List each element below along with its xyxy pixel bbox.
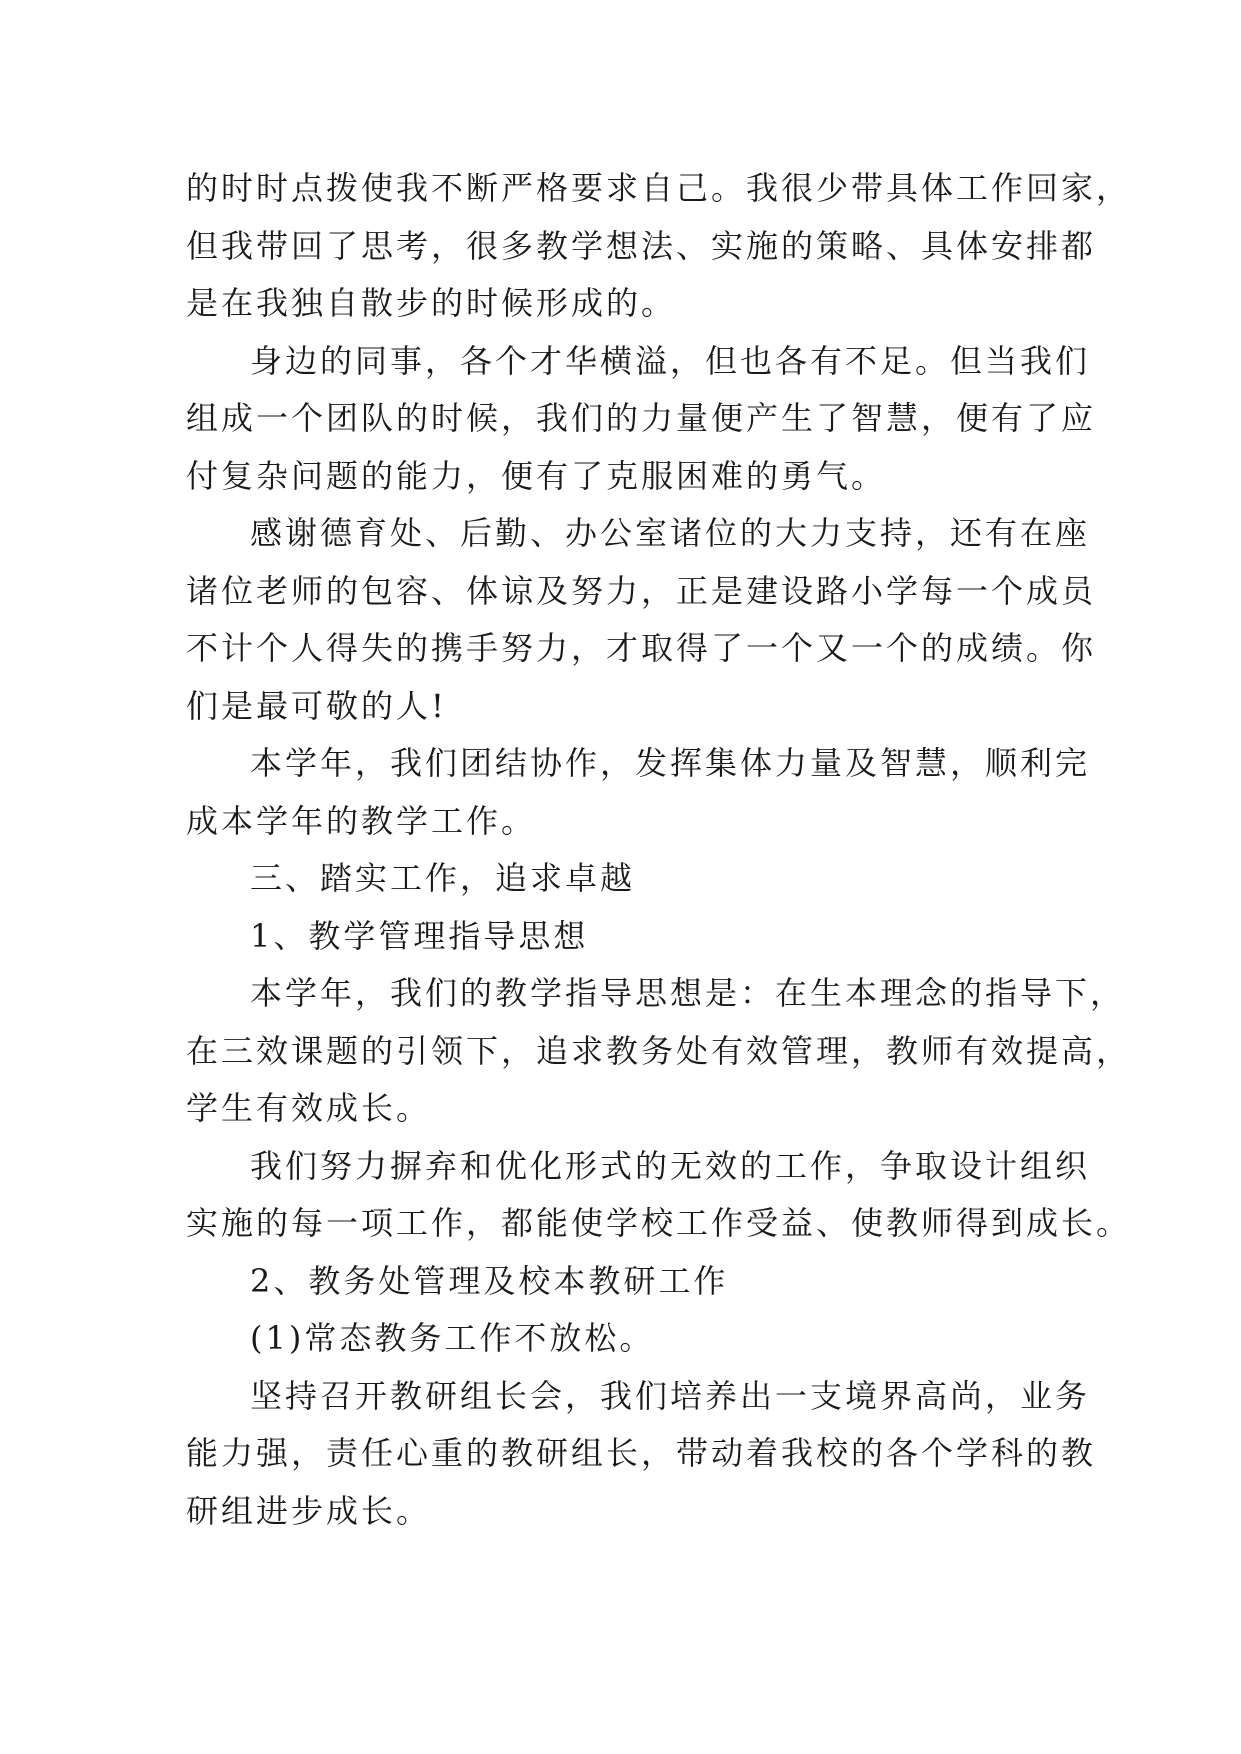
text-line: 在三效课题的引领下，追求教务处有效管理，教师有效提高， (186, 1031, 1132, 1070)
text-line: 成本学年的教学工作。 (186, 801, 537, 840)
item-heading: (1)常态教务工作不放松。 (250, 1319, 655, 1357)
paragraph-start-line: 坚持召开教研组长会，我们培养出一支境界高尚，业务 (250, 1376, 1091, 1415)
body-text (186, 160, 1132, 1540)
paragraph-start-line: 身边的同事，各个才华横溢，但也各有不足。但当我们 (250, 341, 1091, 380)
text-line: 学生有效成长。 (186, 1089, 432, 1127)
paragraph-start-line: 本学年，我们团结协作，发挥集体力量及智慧，顺利完 (250, 744, 1091, 782)
paragraph-start-line: 我们努力摒弃和优化形式的无效的工作，争取设计组织 (250, 1146, 1091, 1185)
text-line: 但我带回了思考，很多教学想法、实施的策略、具体安排都 (186, 226, 1097, 265)
subsection-heading: 1、教学管理指导思想 (250, 916, 589, 955)
text-line: 诸位老师的包容、体谅及努力，正是建设路小学每一个成员 (186, 571, 1097, 610)
text-line: 实施的每一项工作，都能使学校工作受益、使教师得到成长。 (186, 1204, 1132, 1242)
section-heading: 三、踏实工作，追求卓越 (250, 859, 636, 897)
text-line: 付复杂问题的能力，便有了克服困难的勇气。 (186, 456, 887, 495)
text-line: 的时时点拨使我不断严格要求自己。我很少带具体工作回家， (186, 169, 1132, 207)
text-line: 能力强，责任心重的教研组长，带动着我校的各个学科的教 (186, 1434, 1097, 1472)
text-line: 不计个人得失的携手努力，才取得了一个又一个的成绩。你 (186, 629, 1097, 667)
text-line: 组成一个团队的时候，我们的力量便产生了智慧，便有了应 (186, 399, 1097, 437)
text-line: 研组进步成长。 (186, 1491, 432, 1530)
text-line: 们是最可敬的人! (186, 686, 447, 725)
text-line: 是在我独自散步的时候形成的。 (186, 284, 677, 322)
paragraph-start-line: 感谢德育处、后勤、办公室诸位的大力支持，还有在座 (250, 514, 1091, 552)
subsection-heading: 2、教务处管理及校本教研工作 (250, 1261, 729, 1300)
paragraph-start-line: 本学年，我们的教学指导思想是：在生本理念的指导下， (250, 974, 1126, 1012)
